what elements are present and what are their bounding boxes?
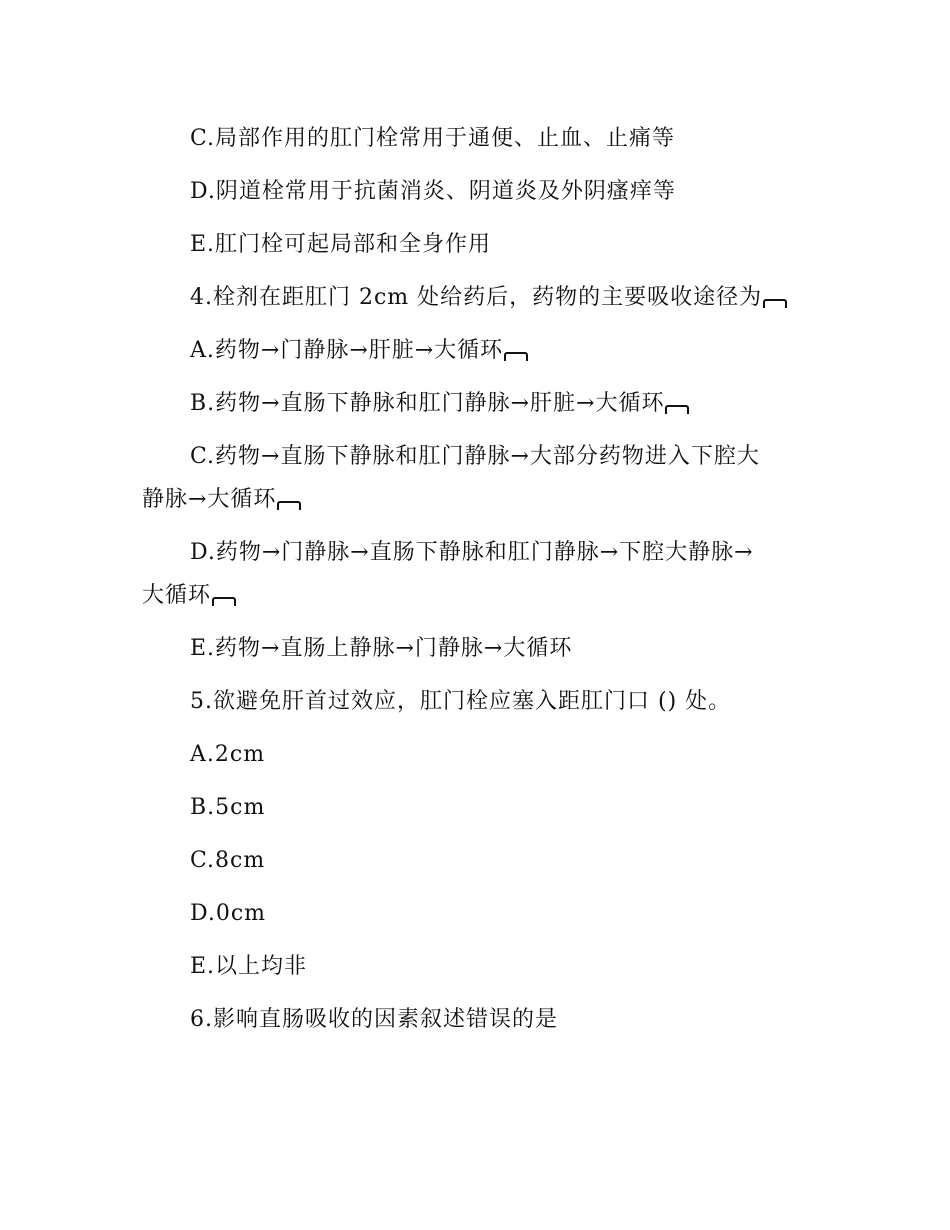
question-6: [190, 1005, 558, 1035]
option-5d: [190, 899, 266, 929]
question-6-text: 6.影响直肠吸收的因素叙述错误的是: [190, 1007, 558, 1032]
option-4c-text-cont: 静脉→大循环: [142, 487, 277, 512]
option-3d-text: D.阴道栓常用于抗菌消炎、阴道炎及外阴瘙痒等: [190, 179, 676, 204]
option-5b-text: B.5cm: [190, 795, 266, 820]
option-4a-text: A.药物→门静脉→肝脏→大循环: [190, 338, 504, 363]
blank-mark-icon: [763, 299, 787, 308]
option-3d: [190, 177, 676, 207]
option-3c-text: C.局部作用的肛门栓常用于通便、止血、止痛等: [190, 126, 676, 151]
question-4: [190, 283, 787, 313]
option-4d-text-cont: 大循环: [142, 583, 212, 608]
option-4a: [190, 336, 528, 366]
option-4c-line2: [142, 485, 301, 515]
option-5c: [190, 846, 265, 876]
option-4e-text: E.药物→直肠上静脉→门静脉→大循环: [190, 636, 573, 661]
option-4c-text: C.药物→直肠下静脉和肛门静脉→大部分药物进入下腔大: [190, 444, 760, 469]
option-3e: [190, 230, 491, 260]
option-5e: [190, 952, 307, 982]
blank-mark-icon: [665, 405, 689, 414]
option-4b: [190, 389, 689, 419]
option-5b: [190, 793, 265, 823]
blank-mark-icon: [504, 352, 528, 361]
question-4-text: 4.栓剂在距肛门 2cm 处给药后，药物的主要吸收途径为: [190, 285, 763, 310]
blank-mark-icon: [277, 501, 301, 510]
option-3e-text: E.肛门栓可起局部和全身作用: [190, 232, 492, 257]
option-4d-text: D.药物→门静脉→直肠下静脉和肛门静脉→下腔大静脉→: [190, 540, 754, 565]
option-3c: [190, 124, 675, 154]
option-4d-line2: [142, 581, 236, 611]
option-5c-text: C.8cm: [190, 848, 266, 873]
option-5e-text: E.以上均非: [190, 954, 308, 979]
blank-mark-icon: [212, 597, 236, 606]
option-4d-line1: [190, 538, 754, 568]
option-5a-text: A.2cm: [190, 742, 266, 767]
option-4c-line1: [190, 442, 760, 472]
option-4b-text: B.药物→直肠下静脉和肛门静脉→肝脏→大循环: [190, 391, 665, 416]
question-5-text: 5.欲避免肝首过效应，肛门栓应塞入距肛门口 () 处。: [190, 689, 732, 714]
option-5d-text: D.0cm: [190, 901, 267, 926]
question-5: [190, 687, 731, 717]
option-4e: [190, 634, 572, 664]
option-5a: [190, 740, 265, 770]
